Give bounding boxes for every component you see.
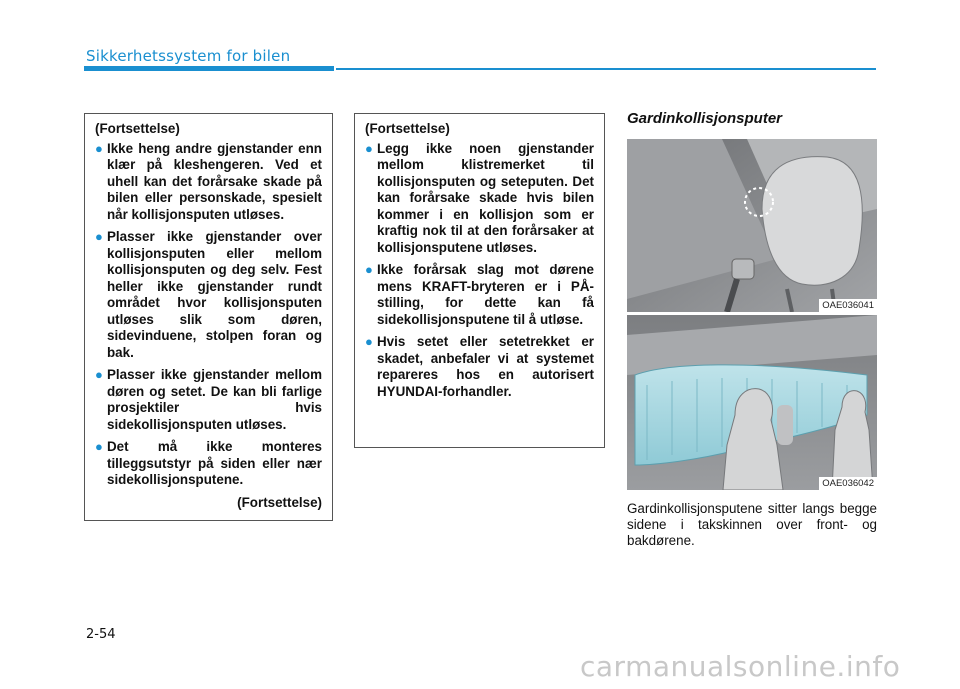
watermark: carmanualsonline.info [580, 650, 901, 683]
section-title: Gardinkollisjonsputer [627, 110, 783, 127]
figure-curtain-airbag [627, 315, 877, 490]
warning-box-2-heading: (Fortsettelse) [365, 121, 450, 136]
list-item: ● Plasser ikke gjenstander mellom døren og setet. De kan bli farlige prosjektiler hvis sidekollisjonsputen utløses. [95, 367, 322, 432]
bullet-icon: ● [365, 140, 373, 156]
bullet-icon: ● [365, 334, 373, 349]
warning-box-2 [354, 113, 605, 448]
list-item: ● Legg ikke noen gjenstander mellom klistremerket til kollisjonsputen og seteputen. Det kan forårsake skade hvis bilen kommer i en kollisjon som er kraftig nok til at den forårsaker at kollisjonsputene utløses. [365, 140, 594, 255]
figure-2-code: OAE036042 [819, 477, 877, 490]
bullet-icon: ● [95, 229, 103, 244]
section-caption: Gardinkollisjonsputene sitter langs begge sidene i takskinnen over front- og bakdørene. [627, 501, 877, 548]
bullet-icon: ● [95, 367, 103, 382]
bullet-icon: ● [95, 439, 103, 454]
warning-box-2-list [365, 141, 594, 401]
header-rule-thick [84, 66, 334, 71]
header-rule-thin [336, 68, 876, 70]
bullet-icon: ● [365, 262, 373, 277]
warning-box-1-footer: (Fortsettelse) [237, 494, 322, 510]
page-number: 2-54 [86, 627, 116, 642]
curtain-airbag-illustration [627, 315, 877, 490]
list-item: ● Plasser ikke gjenstander over kollisjonsputen eller mellom kollisjonsputen og deg selv. Fest heller ikke gjenstander rundt området hvor kollisjonsputen utløses slik som døren, sidevinduene, stolpen foran og bak. [95, 229, 322, 360]
list-item: ● Ikke heng andre gjenstander enn klær på kleshengeren. Ved et uhell kan det forårsake skade på bilen eller personskade, spesielt når kollisjonsputen utløses. [95, 140, 322, 222]
headrest-illustration [627, 139, 877, 312]
list-item: ● Hvis setet eller setetrekket er skadet, anbefaler vi at systemet repareres hos en autorisert HYUNDAI-forhandler. [365, 334, 594, 399]
figure-1-code: OAE036041 [819, 299, 877, 312]
header-title: Sikkerhetssystem for bilen [86, 47, 291, 65]
figure-headrest-airbag [627, 139, 877, 312]
list-item: ● Ikke forårsak slag mot dørene mens KRAFT-bryteren er i PÅ-stilling, for dette kan få sidekollisjonsputene til å utløse. [365, 262, 594, 327]
list-item: ● Det må ikke monteres tilleggsutstyr på siden eller nær sidekollisjonsputene. [95, 439, 322, 487]
warning-box-1-heading: (Fortsettelse) [95, 121, 180, 136]
warning-box-1-list [95, 141, 322, 489]
warning-box-1 [84, 113, 333, 521]
bullet-icon: ● [95, 140, 103, 156]
